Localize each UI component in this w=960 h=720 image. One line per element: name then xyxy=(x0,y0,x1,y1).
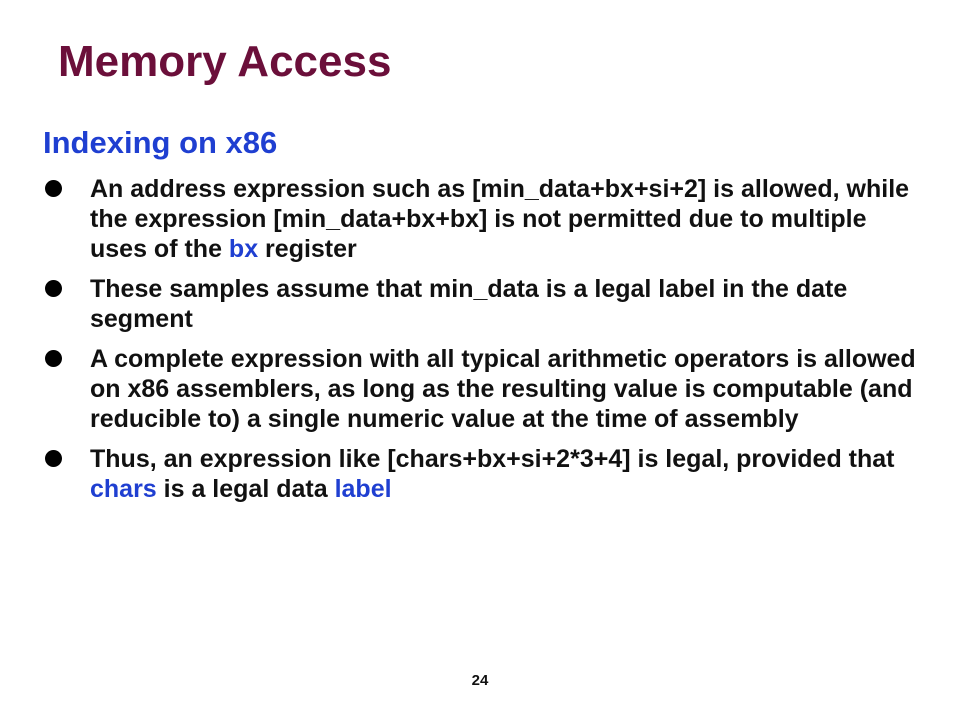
bullet-item-3 xyxy=(0,344,960,434)
bullet-list xyxy=(0,174,960,514)
bullet-text: These samples assume that min_data is a legal label in the date segment xyxy=(90,275,848,333)
bullet-item-2 xyxy=(0,274,960,334)
bullet-text: An address expression such as [min_data+bx+si+2] is allowed, while the expression [min_data+bx+bx] is not permitted due to multiple uses of the xyxy=(90,175,910,263)
bullet-dot-icon xyxy=(45,280,62,297)
bullet-dot-icon xyxy=(45,180,62,197)
slide-title: Memory Access xyxy=(58,37,392,86)
bullet-highlight: label xyxy=(334,475,392,503)
bullet-text: register xyxy=(258,235,357,263)
bullet-highlight: chars xyxy=(90,475,157,503)
bullet-highlight: bx xyxy=(228,235,259,263)
bullet-dot-icon xyxy=(45,450,62,467)
bullet-dot-icon xyxy=(45,350,62,367)
bullet-text: is a legal data xyxy=(156,475,335,503)
bullet-item-1 xyxy=(0,174,960,264)
slide-subtitle: Indexing on x86 xyxy=(43,125,278,160)
bullet-text: A complete expression with all typical arithmetic operators is allowed on x86 assemblers, as long as the resulting value is computable (and reducible to) a single numeric value at the time of assembly xyxy=(90,345,916,433)
bullet-item-4 xyxy=(0,444,960,504)
page-number: 24 xyxy=(471,672,489,689)
bullet-text: Thus, an expression like [chars+bx+si+2*3+4] is legal, provided that xyxy=(90,445,895,473)
